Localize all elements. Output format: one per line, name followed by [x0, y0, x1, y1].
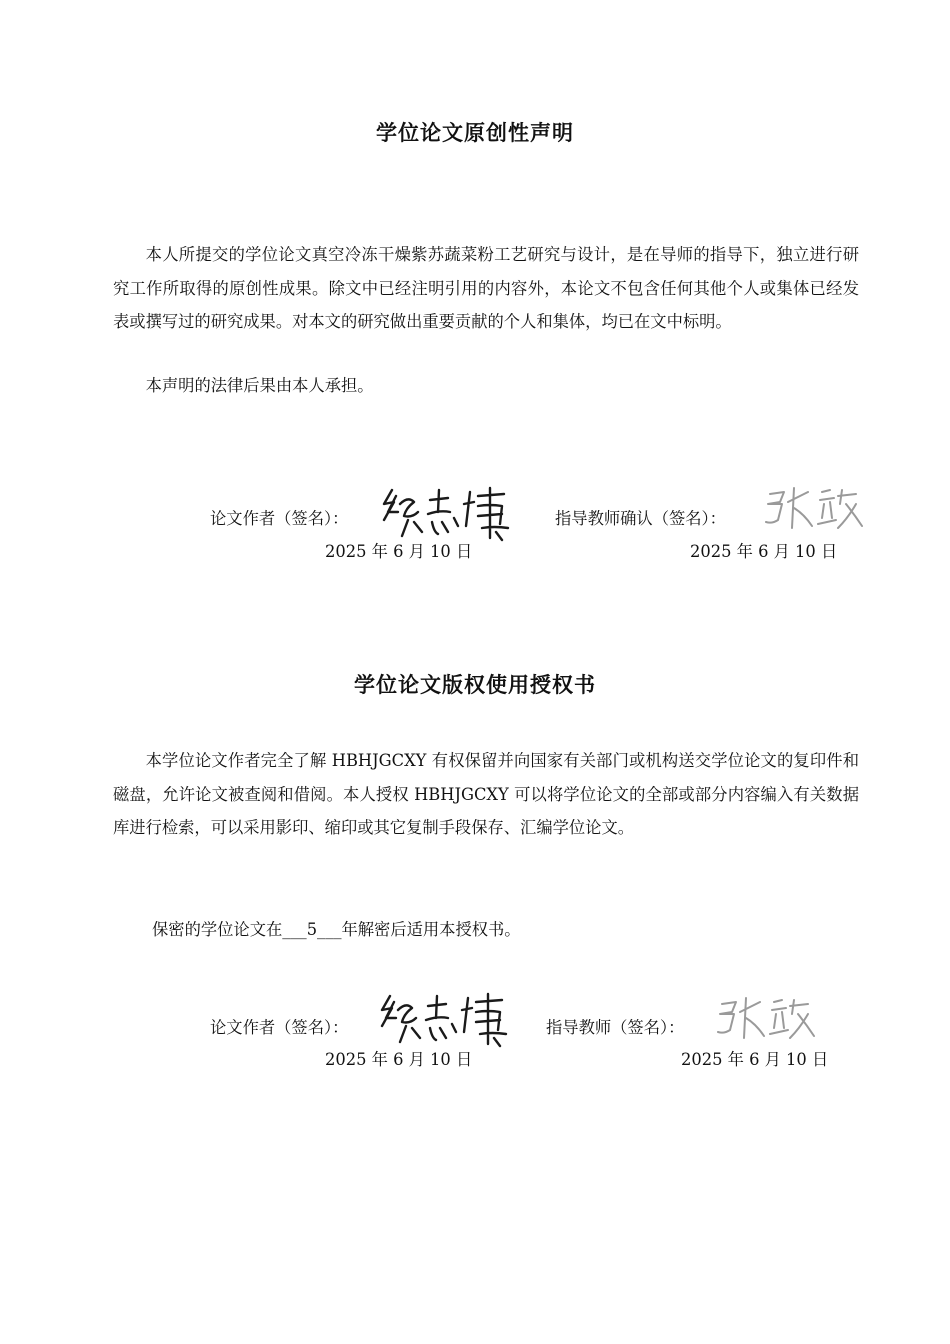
- secrecy-suffix: 年解密后适用本授权书。: [341, 920, 521, 939]
- advisor-signature: [760, 484, 870, 534]
- copyright-author-signature: [376, 988, 516, 1050]
- advisor-confirm-signature-label: 指导教师确认（签名）：: [555, 509, 726, 528]
- copyright-author-signature-label: 论文作者（签名）：: [210, 1018, 349, 1037]
- secrecy-blank-left: ___: [282, 920, 307, 939]
- secrecy-prefix: 保密的学位论文在: [152, 920, 283, 939]
- copyright-advisor-signature: [712, 994, 822, 1044]
- copyright-advisor-signature-date: 2025 年 6 月 10 日: [681, 1050, 829, 1069]
- secrecy-blank-right: ___: [317, 920, 342, 939]
- originality-title: 学位论文原创性声明: [376, 121, 574, 145]
- author-signature-label: 论文作者（签名）：: [210, 509, 349, 528]
- secrecy-years: 5: [306, 920, 318, 939]
- originality-liability-paragraph: 本声明的法律后果由本人承担。: [145, 376, 374, 395]
- originality-paragraph: 本人所提交的学位论文真空冷冻干燥紫苏蔬菜粉工艺研究与设计，是在导师的指导下，独立进行研究工作所取得的原创性成果。除文中已经注明引用的内容外，本论文不包含任何其他个人或集体已经发表或撰写过的研究成果。对本文的研究做出重要贡献的个人和集体，均已在文中标明。: [113, 245, 859, 331]
- copyright-author-signature-date: 2025 年 6 月 10 日: [325, 1050, 473, 1069]
- author-signature-date: 2025 年 6 月 10 日: [325, 542, 473, 561]
- advisor-confirm-signature-date: 2025 年 6 月 10 日: [690, 542, 838, 561]
- secrecy-statement: [152, 916, 521, 940]
- author-signature: [378, 482, 518, 544]
- copyright-title: 学位论文版权使用授权书: [354, 673, 596, 697]
- copyright-advisor-signature-label: 指导教师（签名）：: [546, 1018, 685, 1037]
- copyright-paragraph: 本学位论文作者完全了解 HBHJGCXY 有权保留并向国家有关部门或机构送交学位论文的复印件和磁盘，允许论文被查阅和借阅。本人授权 HBHJGCXY 可以将学位论文的全部或部分内容编入有关数据库进行检索，可以采用影印、缩印或其它复制手段保存、汇编学位论文。: [113, 751, 859, 837]
